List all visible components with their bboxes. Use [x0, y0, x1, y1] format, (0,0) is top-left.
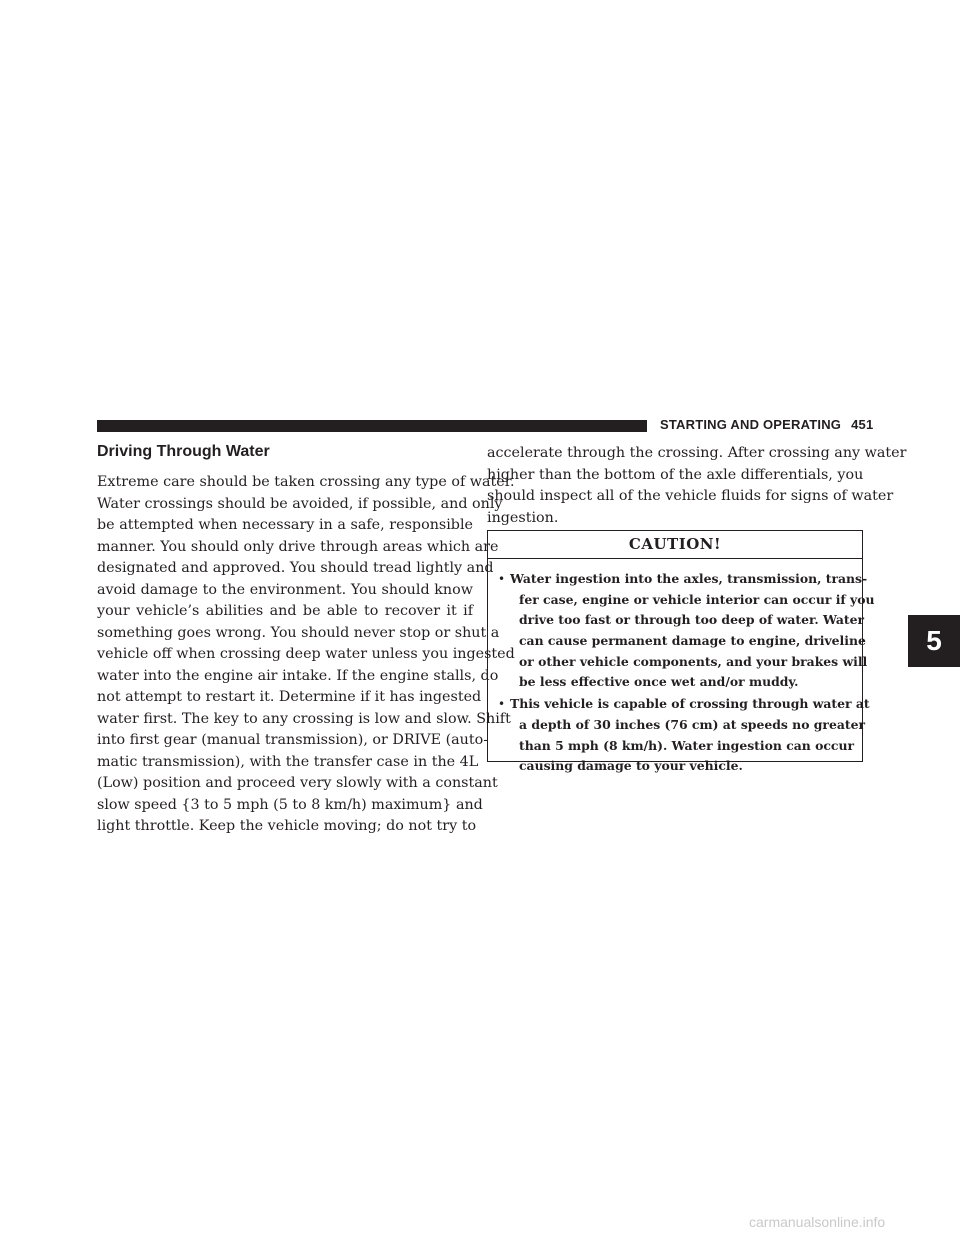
running-head — [660, 417, 873, 432]
body-line: slow speed {3 to 5 mph (5 to 8 km/h) maximum} and — [97, 796, 483, 813]
body-text-right — [487, 443, 907, 529]
body-line: water into the engine air intake. If the engine stalls, do — [97, 667, 499, 684]
caution-list — [488, 559, 875, 777]
body-line: Extreme care should be taken crossing any type of water. — [97, 474, 515, 490]
body-line: be attempted when necessary in a safe, responsible — [97, 517, 473, 533]
section-title: STARTING AND OPERATING — [660, 417, 842, 432]
body-text-left — [97, 472, 515, 838]
caution-line: be less effective once wet and/or muddy. — [519, 674, 799, 690]
body-line: ingestion. — [487, 509, 559, 526]
caution-line: drive too fast or through too deep of water. Water — [519, 612, 865, 628]
section-heading: Driving Through Water — [97, 443, 270, 460]
body-line: manner. You should only drive through areas which are — [97, 538, 499, 555]
body-line: higher than the bottom of the axle differentials, you — [487, 466, 864, 483]
header-rule — [97, 420, 647, 432]
body-line: designated and approved. You should tread lightly and — [97, 560, 494, 576]
body-line: avoid damage to the environment. You should know — [97, 581, 473, 598]
body-line: should inspect all of the vehicle fluids for signs of water — [487, 488, 894, 504]
caution-line: causing damage to your vehicle. — [519, 758, 743, 774]
caution-line: Water ingestion into the axles, transmission, trans- — [510, 571, 868, 586]
bullet-dot-icon: • — [498, 572, 506, 586]
caution-item-text — [510, 694, 870, 777]
body-line: into first gear (manual transmission), or DRIVE (auto- — [97, 732, 489, 748]
caution-item — [498, 694, 870, 777]
caution-line: a depth of 30 inches (76 cm) at speeds no greater — [519, 716, 866, 732]
caution-line: than 5 mph (8 km/h). Water ingestion can occur — [519, 737, 854, 753]
caution-title: CAUTION! — [488, 531, 862, 559]
watermark: carmanualsonline.info — [749, 1214, 886, 1230]
body-line: matic transmission), with the transfer case in the 4L — [97, 753, 479, 770]
body-line: water first. The key to any crossing is low and slow. Shift — [97, 710, 511, 727]
body-line: Water crossings should be avoided, if possible, and only — [97, 495, 503, 512]
body-line: your vehicle’s abilities and be able to recover it if — [97, 603, 473, 619]
caution-line: or other vehicle components, and your brakes will — [519, 653, 868, 669]
caution-line: This vehicle is capable of crossing through water at — [510, 696, 870, 712]
bullet-dot-icon: • — [498, 697, 506, 712]
body-line: something goes wrong. You should never stop or shut a — [97, 624, 500, 641]
caution-line: fer case, engine or vehicle interior can occur if you — [519, 591, 875, 607]
caution-line: can cause permanent damage to engine, driveline — [519, 633, 866, 649]
body-line: (Low) position and proceed very slowly with a constant — [97, 775, 498, 791]
body-line: light throttle. Keep the vehicle moving; do not try to — [97, 818, 477, 834]
caution-item-text — [510, 569, 875, 693]
page-number: 451 — [851, 417, 874, 432]
body-line: vehicle off when crossing deep water unless you ingested — [97, 646, 515, 662]
chapter-tab: 5 — [908, 615, 960, 667]
caution-box — [487, 530, 875, 774]
caution-item — [498, 569, 875, 693]
body-line: accelerate through the crossing. After crossing any water — [487, 445, 907, 461]
body-line: not attempt to restart it. Determine if it has ingested — [97, 689, 482, 705]
